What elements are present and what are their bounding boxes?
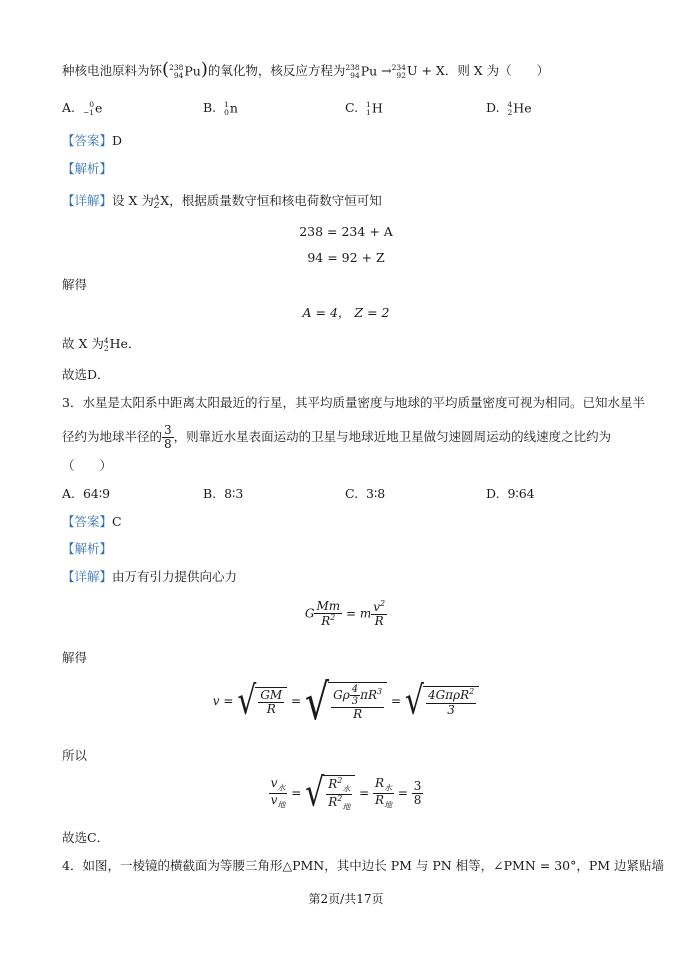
q2-detail: 【详解】设 X 为 A Z X，根据质量数守恒和核电荷数守恒可知 xyxy=(62,192,382,210)
q2-choose: 故选D． xyxy=(62,367,110,382)
q3-fraction: $\frac{3}{8}$ xyxy=(164,423,172,452)
q3-option-b: B. 8∶3 xyxy=(203,486,244,501)
q3-stem-line3: （ ） xyxy=(62,458,113,473)
q3-option-c: C. 3∶8 xyxy=(345,486,386,501)
q3-answer: 【答案】C xyxy=(62,514,122,529)
q2-option-b: B. 1 0 n xyxy=(203,99,238,117)
q2-option-a: A. 0 −1 e xyxy=(62,99,103,117)
q3-solve: 解得 xyxy=(62,650,88,665)
q2-stem: 种核电池原料为钚( 238 94 Pu)的氧化物，核反应方程为 238 94 Pu → 234 92 U + X．则 X 为（ ） xyxy=(62,59,550,80)
q3-option-a: A. 64∶9 xyxy=(62,486,111,501)
reaction-arrow-icon: → xyxy=(377,63,392,78)
q4-stem: 4．如图，一棱镜的横截面为等腰三角形△PMN，其中边长 PM 与 PN 相等，∠PMN = 30°，PM 边紧贴墙 xyxy=(62,858,665,873)
q3-stem-line2: 径约为地球半径的 $\frac{3}{8}$ ，则靠近水星表面运动的卫星与地球近地卫星做匀速圆周运动的线速度之比约为 xyxy=(62,423,612,452)
q2-option-d: D. 4 2 He xyxy=(486,99,532,117)
q3-analysis-tag: 【解析】 xyxy=(62,541,113,556)
page-footer: 第2页/共17页 xyxy=(308,892,384,906)
q2-eq-result: A = 4， Z = 2 xyxy=(302,305,390,320)
q3-detail: 【详解】由万有引力提供向心力 xyxy=(62,569,238,584)
q3-so: 所以 xyxy=(62,748,88,763)
velocity-equation: v = √ $\frac{GM}{R}$ = √ Gρ $\frac{4}{3}$ $\pi R^3$ R = √ $\frac{4G\pi\rho R^2}{3}$ xyxy=(0,682,692,721)
q2-analysis-tag: 【解析】 xyxy=(62,161,113,176)
q3-stem-line1: 3．水星是太阳系中距离太阳最近的行星，其平均质量密度与地球的平均质量密度可视为相同。已知水星半 xyxy=(62,395,645,410)
q3-choose: 故选C． xyxy=(62,830,110,845)
q2-eq-mass: 238 = 234 + A xyxy=(299,224,393,239)
q2-answer: 【答案】D xyxy=(62,133,123,148)
q2-eq-charge: 94 = 92 + Z xyxy=(307,250,385,265)
gravity-equation: G $\frac{Mm}{R^2}$ = m $\frac{v^2}{R}$ xyxy=(304,599,386,629)
q2-option-c: C. 1 1 H xyxy=(345,99,383,117)
ratio-equation: $\frac{v_水}{v_地}$ = √ $\frac{R^2_水}{R^2_地}$ = $\frac{R_水}{R_地}$ = $\frac{3}{8}$ xyxy=(270,770,422,816)
q2-solve: 解得 xyxy=(62,277,88,292)
q3-option-d: D. 9∶64 xyxy=(486,486,535,501)
pu-nuclide: 238 94 Pu xyxy=(169,62,201,80)
q2-so: 故 X 为 4 2 He． xyxy=(62,335,141,353)
